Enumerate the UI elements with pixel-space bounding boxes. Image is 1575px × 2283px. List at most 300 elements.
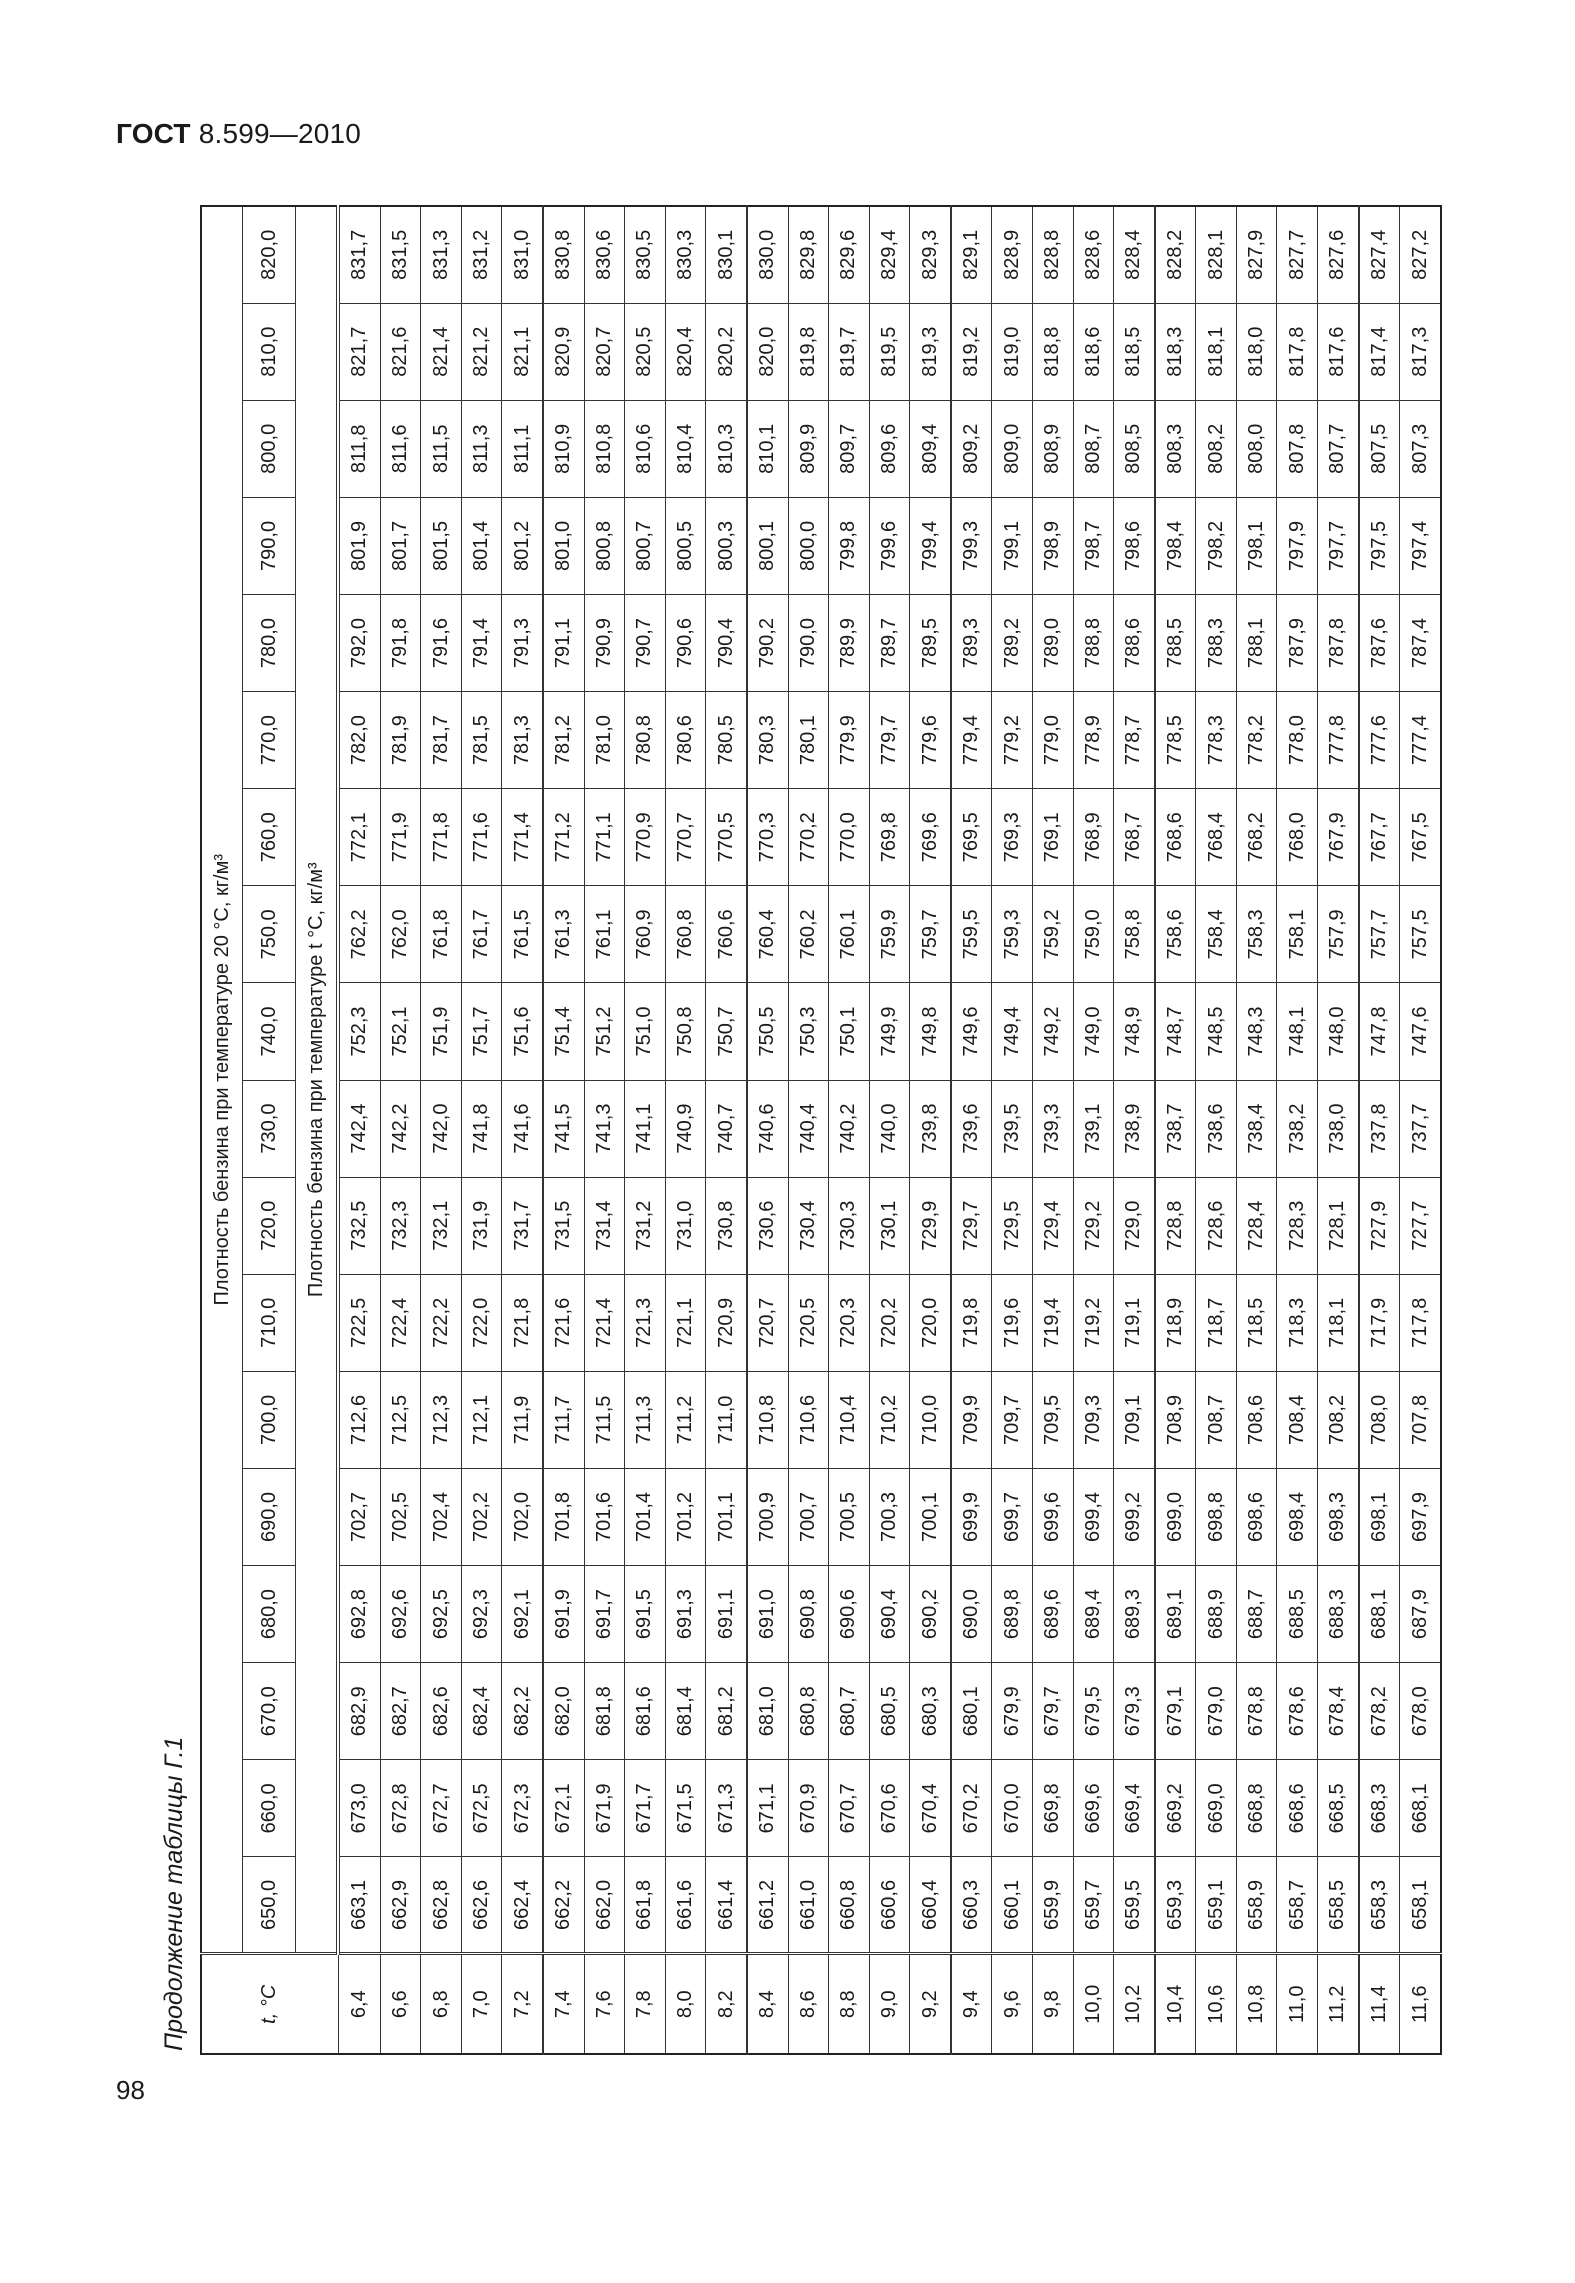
density-cell: 670,4 bbox=[910, 1760, 951, 1857]
density-cell: 821,1 bbox=[502, 303, 543, 400]
density-cell: 799,4 bbox=[910, 497, 951, 594]
density-cell: 729,0 bbox=[1114, 1177, 1155, 1274]
density-cell: 768,9 bbox=[1073, 789, 1114, 886]
density-cell: 740,9 bbox=[665, 1080, 706, 1177]
density-cell: 659,7 bbox=[1073, 1857, 1114, 1954]
density-cell: 681,6 bbox=[625, 1663, 666, 1760]
density-cell: 767,5 bbox=[1400, 789, 1441, 886]
density-cell: 727,7 bbox=[1400, 1177, 1441, 1274]
density-cell: 749,4 bbox=[992, 983, 1033, 1080]
density-cell: 778,7 bbox=[1114, 692, 1155, 789]
density-cell: 710,8 bbox=[747, 1371, 788, 1468]
density-cell: 711,9 bbox=[502, 1371, 543, 1468]
temperature-cell: 11,4 bbox=[1359, 1954, 1400, 2054]
density-cell: 791,3 bbox=[502, 594, 543, 691]
density-cell: 778,5 bbox=[1155, 692, 1196, 789]
density-cell: 721,1 bbox=[665, 1274, 706, 1371]
density-cell: 679,0 bbox=[1196, 1663, 1237, 1760]
density-cell: 808,5 bbox=[1114, 400, 1155, 497]
density-cell: 800,7 bbox=[625, 497, 666, 594]
density-cell: 827,6 bbox=[1318, 206, 1359, 303]
density-cell: 819,8 bbox=[788, 303, 829, 400]
density-cell: 750,3 bbox=[788, 983, 829, 1080]
density-cell: 788,8 bbox=[1073, 594, 1114, 691]
density-cell: 660,8 bbox=[829, 1857, 870, 1954]
density-cell: 829,4 bbox=[869, 206, 910, 303]
density-cell: 768,4 bbox=[1196, 789, 1237, 886]
density-cell: 712,5 bbox=[380, 1371, 421, 1468]
density-cell: 739,8 bbox=[910, 1080, 951, 1177]
density-column-header: 670,0 bbox=[243, 1663, 296, 1760]
density-cell: 729,7 bbox=[951, 1177, 992, 1274]
temperature-cell: 8,6 bbox=[788, 1954, 829, 2054]
temperature-cell: 10,2 bbox=[1114, 1954, 1155, 2054]
density-cell: 728,6 bbox=[1196, 1177, 1237, 1274]
density-cell: 669,4 bbox=[1114, 1760, 1155, 1857]
density-cell: 701,8 bbox=[543, 1468, 584, 1565]
density-cell: 679,5 bbox=[1073, 1663, 1114, 1760]
temperature-cell: 8,8 bbox=[829, 1954, 870, 2054]
density-cell: 690,6 bbox=[829, 1566, 870, 1663]
density-20-header: Плотность бензина при температуре 20 °С, кг/м³ bbox=[201, 206, 243, 1954]
density-cell: 671,1 bbox=[747, 1760, 788, 1857]
density-cell: 780,3 bbox=[747, 692, 788, 789]
table-row bbox=[910, 206, 951, 2054]
density-cell: 821,4 bbox=[421, 303, 462, 400]
density-cell: 807,7 bbox=[1318, 400, 1359, 497]
density-cell: 722,0 bbox=[461, 1274, 502, 1371]
density-cell: 740,2 bbox=[829, 1080, 870, 1177]
density-cell: 770,5 bbox=[706, 789, 747, 886]
density-cell: 748,3 bbox=[1236, 983, 1277, 1080]
density-cell: 827,9 bbox=[1236, 206, 1277, 303]
density-cell: 798,9 bbox=[1032, 497, 1073, 594]
density-cell: 710,4 bbox=[829, 1371, 870, 1468]
density-cell: 798,6 bbox=[1114, 497, 1155, 594]
density-cell: 721,8 bbox=[502, 1274, 543, 1371]
density-cell: 700,9 bbox=[747, 1468, 788, 1565]
density-cell: 720,0 bbox=[910, 1274, 951, 1371]
density-cell: 708,9 bbox=[1155, 1371, 1196, 1468]
density-cell: 769,5 bbox=[951, 789, 992, 886]
density-cell: 789,3 bbox=[951, 594, 992, 691]
density-cell: 741,1 bbox=[625, 1080, 666, 1177]
density-cell: 679,9 bbox=[992, 1663, 1033, 1760]
density-cell: 728,1 bbox=[1318, 1177, 1359, 1274]
density-cell: 758,3 bbox=[1236, 886, 1277, 983]
table-row bbox=[1318, 206, 1359, 2054]
density-cell: 760,1 bbox=[829, 886, 870, 983]
density-cell: 690,0 bbox=[951, 1566, 992, 1663]
density-cell: 682,2 bbox=[502, 1663, 543, 1760]
density-cell: 712,1 bbox=[461, 1371, 502, 1468]
density-cell: 698,1 bbox=[1359, 1468, 1400, 1565]
density-cell: 719,1 bbox=[1114, 1274, 1155, 1371]
density-cell: 780,6 bbox=[665, 692, 706, 789]
density-cell: 728,8 bbox=[1155, 1177, 1196, 1274]
density-cell: 669,6 bbox=[1073, 1760, 1114, 1857]
density-cell: 681,8 bbox=[584, 1663, 625, 1760]
density-cell: 829,1 bbox=[951, 206, 992, 303]
density-cell: 762,0 bbox=[380, 886, 421, 983]
density-cell: 660,1 bbox=[992, 1857, 1033, 1954]
density-cell: 761,1 bbox=[584, 886, 625, 983]
density-cell: 700,5 bbox=[829, 1468, 870, 1565]
density-cell: 818,5 bbox=[1114, 303, 1155, 400]
density-cell: 748,0 bbox=[1318, 983, 1359, 1080]
temperature-cell: 11,0 bbox=[1277, 1954, 1318, 2054]
density-cell: 741,5 bbox=[543, 1080, 584, 1177]
density-cell: 757,7 bbox=[1359, 886, 1400, 983]
density-cell: 659,3 bbox=[1155, 1857, 1196, 1954]
density-cell: 790,6 bbox=[665, 594, 706, 691]
density-cell: 771,2 bbox=[543, 789, 584, 886]
density-cell: 788,1 bbox=[1236, 594, 1277, 691]
density-cell: 678,4 bbox=[1318, 1663, 1359, 1760]
density-cell: 741,3 bbox=[584, 1080, 625, 1177]
density-cell: 798,1 bbox=[1236, 497, 1277, 594]
density-cell: 801,7 bbox=[380, 497, 421, 594]
density-cell: 678,6 bbox=[1277, 1663, 1318, 1760]
density-cell: 787,6 bbox=[1359, 594, 1400, 691]
density-cell: 720,3 bbox=[829, 1274, 870, 1371]
density-cell: 760,4 bbox=[747, 886, 788, 983]
density-cell: 808,3 bbox=[1155, 400, 1196, 497]
temperature-cell: 6,8 bbox=[421, 1954, 462, 2054]
density-cell: 689,3 bbox=[1114, 1566, 1155, 1663]
density-cell: 767,7 bbox=[1359, 789, 1400, 886]
density-cell: 810,6 bbox=[625, 400, 666, 497]
temperature-cell: 9,8 bbox=[1032, 1954, 1073, 2054]
density-cell: 768,7 bbox=[1114, 789, 1155, 886]
density-cell: 758,4 bbox=[1196, 886, 1237, 983]
density-cell: 660,4 bbox=[910, 1857, 951, 1954]
density-cell: 769,6 bbox=[910, 789, 951, 886]
density-cell: 739,3 bbox=[1032, 1080, 1073, 1177]
density-cell: 708,7 bbox=[1196, 1371, 1237, 1468]
density-cell: 798,2 bbox=[1196, 497, 1237, 594]
density-cell: 801,5 bbox=[421, 497, 462, 594]
density-cell: 771,9 bbox=[380, 789, 421, 886]
density-cell: 659,5 bbox=[1114, 1857, 1155, 1954]
density-column-header: 650,0 bbox=[243, 1857, 296, 1954]
density-cell: 680,1 bbox=[951, 1663, 992, 1760]
table-row bbox=[421, 206, 462, 2054]
density-cell: 721,3 bbox=[625, 1274, 666, 1371]
density-cell: 770,7 bbox=[665, 789, 706, 886]
density-cell: 757,5 bbox=[1400, 886, 1441, 983]
density-cell: 810,9 bbox=[543, 400, 584, 497]
density-cell: 688,3 bbox=[1318, 1566, 1359, 1663]
density-cell: 720,2 bbox=[869, 1274, 910, 1371]
density-cell: 741,6 bbox=[502, 1080, 543, 1177]
density-cell: 740,4 bbox=[788, 1080, 829, 1177]
density-cell: 818,3 bbox=[1155, 303, 1196, 400]
density-cell: 821,2 bbox=[461, 303, 502, 400]
density-cell: 831,5 bbox=[380, 206, 421, 303]
density-cell: 781,2 bbox=[543, 692, 584, 789]
density-cell: 699,9 bbox=[951, 1468, 992, 1565]
density-cell: 809,2 bbox=[951, 400, 992, 497]
density-cell: 749,6 bbox=[951, 983, 992, 1080]
density-cell: 758,8 bbox=[1114, 886, 1155, 983]
density-cell: 800,8 bbox=[584, 497, 625, 594]
page-number: 98 bbox=[116, 2075, 145, 2105]
density-cell: 762,2 bbox=[338, 886, 380, 983]
density-cell: 771,1 bbox=[584, 789, 625, 886]
density-cell: 759,7 bbox=[910, 886, 951, 983]
density-cell: 729,9 bbox=[910, 1177, 951, 1274]
density-cell: 660,6 bbox=[869, 1857, 910, 1954]
density-cell: 777,6 bbox=[1359, 692, 1400, 789]
density-cell: 711,2 bbox=[665, 1371, 706, 1468]
density-cell: 679,7 bbox=[1032, 1663, 1073, 1760]
density-cell: 790,9 bbox=[584, 594, 625, 691]
rotated-table-block bbox=[152, 205, 1442, 2055]
density-cell: 688,9 bbox=[1196, 1566, 1237, 1663]
density-table bbox=[200, 205, 1442, 2055]
density-cell: 678,8 bbox=[1236, 1663, 1277, 1760]
density-cell: 738,0 bbox=[1318, 1080, 1359, 1177]
temperature-cell: 11,6 bbox=[1400, 1954, 1441, 2054]
density-cell: 682,4 bbox=[461, 1663, 502, 1760]
density-cell: 708,4 bbox=[1277, 1371, 1318, 1468]
density-cell: 740,6 bbox=[747, 1080, 788, 1177]
density-cell: 709,5 bbox=[1032, 1371, 1073, 1468]
density-cell: 779,0 bbox=[1032, 692, 1073, 789]
density-cell: 699,4 bbox=[1073, 1468, 1114, 1565]
density-cell: 820,9 bbox=[543, 303, 584, 400]
density-cell: 729,2 bbox=[1073, 1177, 1114, 1274]
density-cell: 808,2 bbox=[1196, 400, 1237, 497]
density-cell: 730,6 bbox=[747, 1177, 788, 1274]
density-cell: 769,3 bbox=[992, 789, 1033, 886]
density-cell: 760,2 bbox=[788, 886, 829, 983]
table-row bbox=[665, 206, 706, 2054]
density-cell: 698,8 bbox=[1196, 1468, 1237, 1565]
density-cell: 661,0 bbox=[788, 1857, 829, 1954]
density-cell: 702,0 bbox=[502, 1468, 543, 1565]
temperature-cell: 10,8 bbox=[1236, 1954, 1277, 2054]
table-row bbox=[706, 206, 747, 2054]
density-cell: 829,3 bbox=[910, 206, 951, 303]
density-cell: 662,6 bbox=[461, 1857, 502, 1954]
density-cell: 749,9 bbox=[869, 983, 910, 1080]
density-cell: 808,7 bbox=[1073, 400, 1114, 497]
density-cell: 738,6 bbox=[1196, 1080, 1237, 1177]
density-cell: 819,0 bbox=[992, 303, 1033, 400]
density-cell: 661,6 bbox=[665, 1857, 706, 1954]
density-cell: 798,4 bbox=[1155, 497, 1196, 594]
density-cell: 811,1 bbox=[502, 400, 543, 497]
density-cell: 760,9 bbox=[625, 886, 666, 983]
density-cell: 662,8 bbox=[421, 1857, 462, 1954]
density-cell: 800,0 bbox=[788, 497, 829, 594]
density-cell: 751,0 bbox=[625, 983, 666, 1080]
density-cell: 829,8 bbox=[788, 206, 829, 303]
density-cell: 790,2 bbox=[747, 594, 788, 691]
density-cell: 739,6 bbox=[951, 1080, 992, 1177]
density-cell: 670,9 bbox=[788, 1760, 829, 1857]
density-cell: 731,9 bbox=[461, 1177, 502, 1274]
density-cell: 700,7 bbox=[788, 1468, 829, 1565]
density-cell: 768,0 bbox=[1277, 789, 1318, 886]
density-cell: 811,8 bbox=[338, 400, 380, 497]
density-cell: 819,5 bbox=[869, 303, 910, 400]
density-cell: 820,5 bbox=[625, 303, 666, 400]
density-cell: 817,4 bbox=[1359, 303, 1400, 400]
density-cell: 789,5 bbox=[910, 594, 951, 691]
density-column-header: 770,0 bbox=[243, 692, 296, 789]
density-cell: 671,5 bbox=[665, 1760, 706, 1857]
density-cell: 730,8 bbox=[706, 1177, 747, 1274]
density-cell: 730,3 bbox=[829, 1177, 870, 1274]
density-cell: 780,1 bbox=[788, 692, 829, 789]
temperature-cell: 7,8 bbox=[625, 1954, 666, 2054]
table-row bbox=[543, 206, 584, 2054]
density-cell: 780,8 bbox=[625, 692, 666, 789]
density-column-header: 700,0 bbox=[243, 1371, 296, 1468]
density-cell: 748,5 bbox=[1196, 983, 1237, 1080]
density-cell: 801,4 bbox=[461, 497, 502, 594]
density-cell: 701,6 bbox=[584, 1468, 625, 1565]
density-cell: 718,7 bbox=[1196, 1274, 1237, 1371]
density-cell: 781,5 bbox=[461, 692, 502, 789]
density-cell: 807,8 bbox=[1277, 400, 1318, 497]
density-cell: 759,5 bbox=[951, 886, 992, 983]
density-cell: 699,2 bbox=[1114, 1468, 1155, 1565]
density-cell: 668,1 bbox=[1400, 1760, 1441, 1857]
density-cell: 770,3 bbox=[747, 789, 788, 886]
density-cell: 748,9 bbox=[1114, 983, 1155, 1080]
density-cell: 830,5 bbox=[625, 206, 666, 303]
density-cell: 788,6 bbox=[1114, 594, 1155, 691]
density-cell: 692,5 bbox=[421, 1566, 462, 1663]
density-cell: 682,6 bbox=[421, 1663, 462, 1760]
density-cell: 689,6 bbox=[1032, 1566, 1073, 1663]
density-cell: 760,8 bbox=[665, 886, 706, 983]
density-cell: 700,1 bbox=[910, 1468, 951, 1565]
density-cell: 731,7 bbox=[502, 1177, 543, 1274]
density-cell: 751,9 bbox=[421, 983, 462, 1080]
density-cell: 811,3 bbox=[461, 400, 502, 497]
density-cell: 800,5 bbox=[665, 497, 706, 594]
density-cell: 818,1 bbox=[1196, 303, 1237, 400]
density-cell: 817,6 bbox=[1318, 303, 1359, 400]
density-cell: 811,5 bbox=[421, 400, 462, 497]
density-cell: 830,3 bbox=[665, 206, 706, 303]
table-row bbox=[1196, 206, 1237, 2054]
density-cell: 770,0 bbox=[829, 789, 870, 886]
table-row bbox=[869, 206, 910, 2054]
density-cell: 830,6 bbox=[584, 206, 625, 303]
density-cell: 689,1 bbox=[1155, 1566, 1196, 1663]
density-cell: 717,9 bbox=[1359, 1274, 1400, 1371]
table-row bbox=[992, 206, 1033, 2054]
density-column-header: 790,0 bbox=[243, 497, 296, 594]
density-cell: 739,1 bbox=[1073, 1080, 1114, 1177]
density-cell: 718,9 bbox=[1155, 1274, 1196, 1371]
density-cell: 761,3 bbox=[543, 886, 584, 983]
density-cell: 751,6 bbox=[502, 983, 543, 1080]
density-cell: 732,5 bbox=[338, 1177, 380, 1274]
density-cell: 807,5 bbox=[1359, 400, 1400, 497]
density-cell: 730,1 bbox=[869, 1177, 910, 1274]
density-cell: 663,1 bbox=[338, 1857, 380, 1954]
density-column-header: 710,0 bbox=[243, 1274, 296, 1371]
temperature-cell: 8,0 bbox=[665, 1954, 706, 2054]
table-row bbox=[747, 206, 788, 2054]
density-t-header: Плотность бензина при температуре t °С, кг/м³ bbox=[296, 206, 339, 1954]
density-cell: 691,3 bbox=[665, 1566, 706, 1663]
density-cell: 738,2 bbox=[1277, 1080, 1318, 1177]
density-cell: 750,7 bbox=[706, 983, 747, 1080]
density-cell: 659,1 bbox=[1196, 1857, 1237, 1954]
density-cell: 702,4 bbox=[421, 1468, 462, 1565]
density-cell: 789,0 bbox=[1032, 594, 1073, 691]
density-cell: 711,5 bbox=[584, 1371, 625, 1468]
density-cell: 808,0 bbox=[1236, 400, 1277, 497]
density-cell: 678,0 bbox=[1400, 1663, 1441, 1760]
density-cell: 708,6 bbox=[1236, 1371, 1277, 1468]
density-cell: 757,9 bbox=[1318, 886, 1359, 983]
density-cell: 749,8 bbox=[910, 983, 951, 1080]
density-cell: 658,9 bbox=[1236, 1857, 1277, 1954]
density-cell: 830,0 bbox=[747, 206, 788, 303]
density-cell: 768,6 bbox=[1155, 789, 1196, 886]
density-cell: 801,2 bbox=[502, 497, 543, 594]
temperature-cell: 10,0 bbox=[1073, 1954, 1114, 2054]
density-cell: 819,7 bbox=[829, 303, 870, 400]
density-cell: 830,8 bbox=[543, 206, 584, 303]
density-cell: 799,1 bbox=[992, 497, 1033, 594]
density-cell: 800,3 bbox=[706, 497, 747, 594]
density-cell: 790,7 bbox=[625, 594, 666, 691]
density-cell: 827,2 bbox=[1400, 206, 1441, 303]
density-cell: 781,3 bbox=[502, 692, 543, 789]
density-cell: 692,6 bbox=[380, 1566, 421, 1663]
density-cell: 668,6 bbox=[1277, 1760, 1318, 1857]
density-cell: 669,8 bbox=[1032, 1760, 1073, 1857]
density-cell: 672,7 bbox=[421, 1760, 462, 1857]
table-row bbox=[1073, 206, 1114, 2054]
table-row bbox=[1114, 206, 1155, 2054]
density-cell: 729,4 bbox=[1032, 1177, 1073, 1274]
density-cell: 661,8 bbox=[625, 1857, 666, 1954]
density-cell: 720,9 bbox=[706, 1274, 747, 1371]
density-cell: 681,4 bbox=[665, 1663, 706, 1760]
density-cell: 751,7 bbox=[461, 983, 502, 1080]
table-row bbox=[1359, 206, 1400, 2054]
density-cell: 691,1 bbox=[706, 1566, 747, 1663]
density-cell: 751,4 bbox=[543, 983, 584, 1080]
density-cell: 688,7 bbox=[1236, 1566, 1277, 1663]
density-cell: 779,4 bbox=[951, 692, 992, 789]
temperature-cell: 8,4 bbox=[747, 1954, 788, 2054]
density-cell: 771,8 bbox=[421, 789, 462, 886]
density-cell: 767,9 bbox=[1318, 789, 1359, 886]
density-cell: 687,9 bbox=[1400, 1566, 1441, 1663]
density-cell: 742,2 bbox=[380, 1080, 421, 1177]
density-cell: 662,2 bbox=[543, 1857, 584, 1954]
density-cell: 710,2 bbox=[869, 1371, 910, 1468]
density-cell: 672,1 bbox=[543, 1760, 584, 1857]
density-cell: 738,9 bbox=[1114, 1080, 1155, 1177]
density-cell: 680,8 bbox=[788, 1663, 829, 1760]
density-cell: 830,1 bbox=[706, 206, 747, 303]
density-cell: 732,1 bbox=[421, 1177, 462, 1274]
density-cell: 741,8 bbox=[461, 1080, 502, 1177]
